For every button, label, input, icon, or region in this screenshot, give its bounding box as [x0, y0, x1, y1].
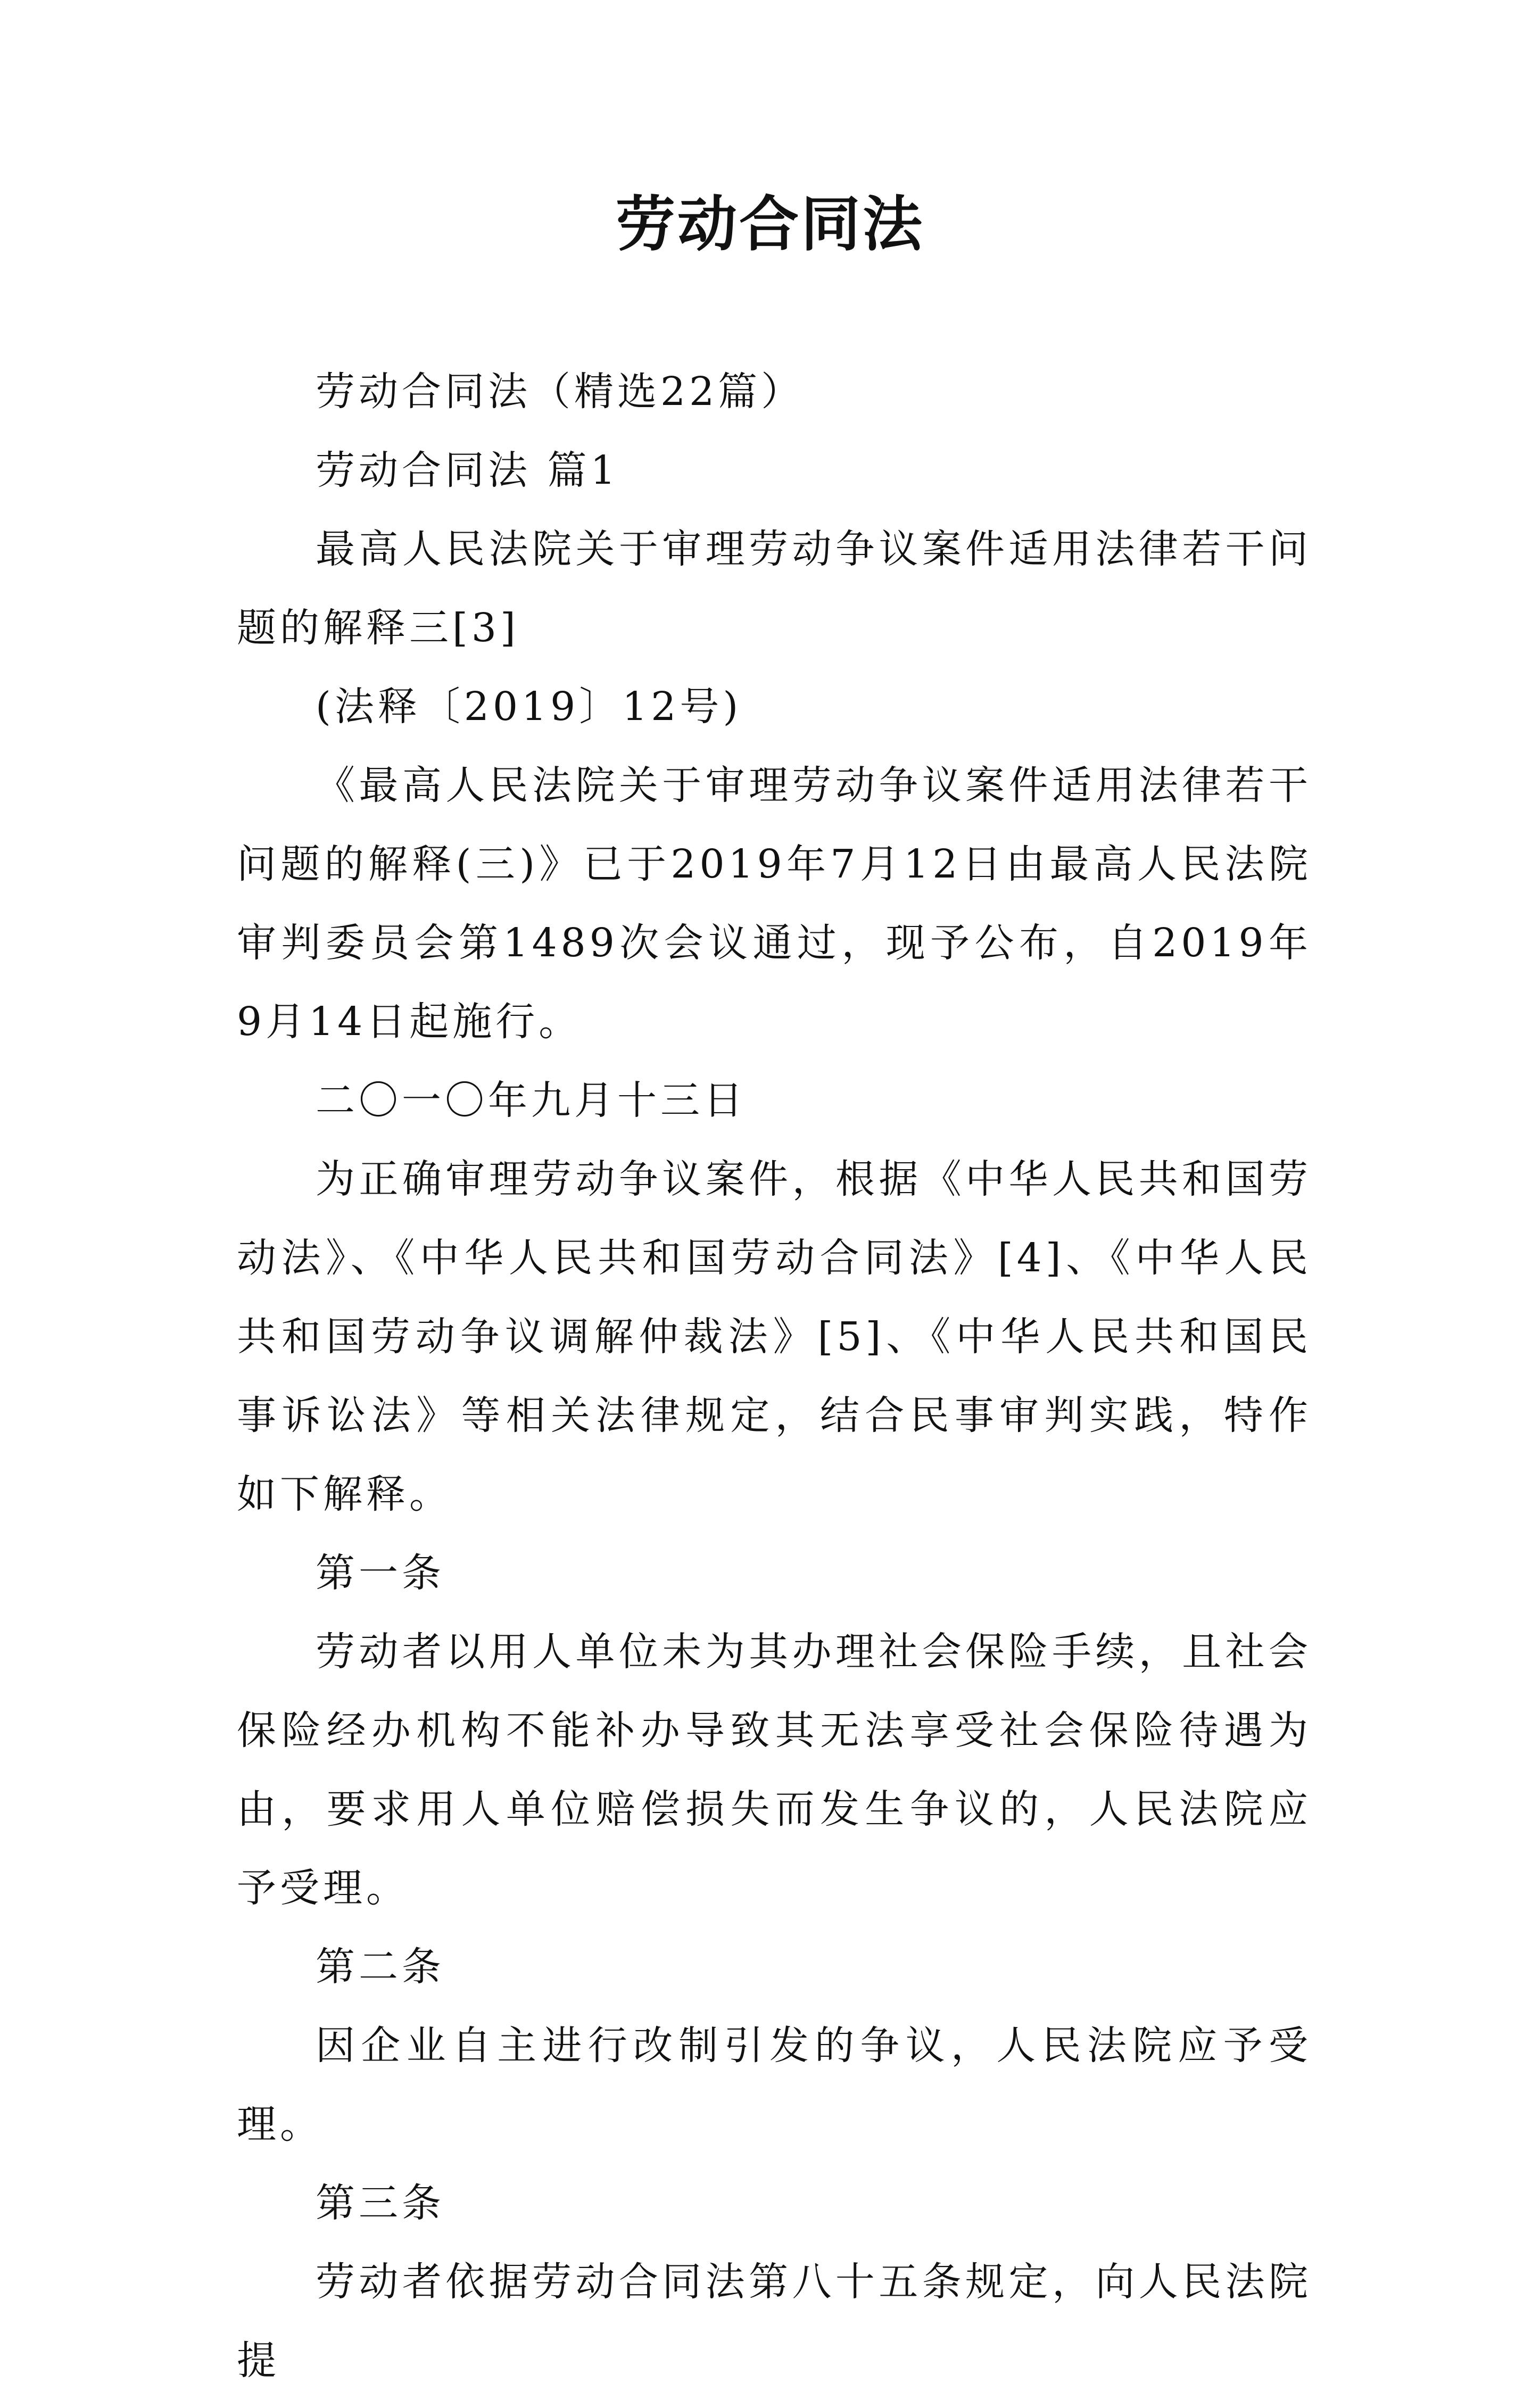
document-title: 劳动合同法: [616, 189, 924, 259]
article-3-text: 劳动者依据劳动合同法第八十五条规定，向人民法院提: [237, 2259, 1312, 2384]
paragraph-preamble: 为正确审理劳动争议案件，根据《中华人民共和国劳动法》、《中华人民共和国劳动合同法》[4]、《中华人民共和国劳动争议调解仲裁法》[5]、《中华人民共和国民事诉讼法》等相关法律规定，结合民事审判实践，特作如下解释。: [237, 1156, 1312, 1517]
document-body: [237, 352, 1312, 2400]
article-1-text: 劳动者以用人单位未为其办理社会保险手续，且社会保险经办机构不能补办导致其无法享受社会保险待遇为由，要求用人单位赔偿损失而发生争议的，人民法院应予受理。: [237, 1629, 1312, 1911]
paragraph-document-number: (法释〔2019〕12号): [316, 684, 742, 730]
paragraph-section-heading: 劳动合同法 篇1: [316, 448, 619, 493]
paragraph-date: 二〇一〇年九月十三日: [316, 1078, 747, 1123]
article-3-heading: 第三条: [316, 2180, 445, 2226]
article-2-text: 因企业自主进行改制引发的争议，人民法院应予受理。: [237, 2023, 1312, 2147]
article-2-heading: 第二条: [316, 1944, 445, 1990]
paragraph-subtitle: 劳动合同法（精选22篇）: [316, 369, 805, 415]
article-1-heading: 第一条: [316, 1550, 445, 1596]
paragraph-interpretation-title: 最高人民法院关于审理劳动争议案件适用法律若干问题的解释三[3]: [237, 526, 1312, 651]
paragraph-announcement: 《最高人民法院关于审理劳动争议案件适用法律若干问题的解释(三)》已于2019年7月12日由最高人民法院审判委员会第1489次会议通过，现予公布，自2019年9月14日起施行。: [237, 763, 1312, 1045]
